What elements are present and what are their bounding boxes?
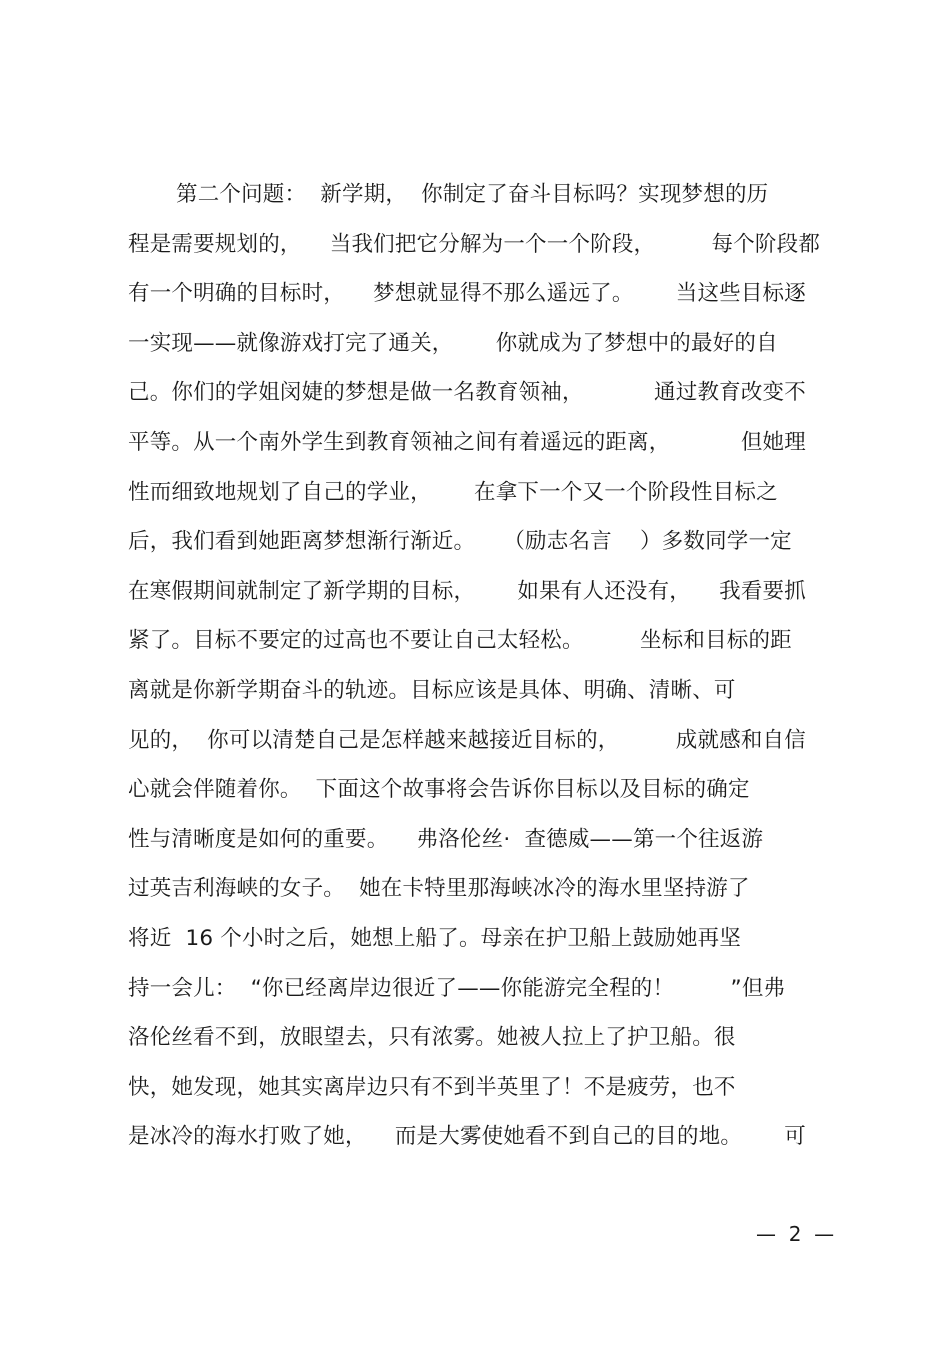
text-line: 第二个问题： 新学期， 你制定了奋斗目标吗？实现梦想的历 [176,182,769,207]
text-line: 见的， 你可以清楚自己是怎样越来越接近目标的， 成就感和自信 [128,727,806,753]
text-line: 性而细致地规划了自己的学业， 在拿下一个又一个阶段性目标之 [128,479,778,505]
text-line: 快，她发现，她其实离岸边只有不到半英里了！不是疲劳，也不 [128,1074,736,1100]
page-number: — 2 — [756,1222,835,1246]
text-line: 在寒假期间就制定了新学期的目标， 如果有人还没有， 我看要抓 [128,578,806,604]
text-line: 性与清晰度是如何的重要。 弗洛伦丝· 查德威——第一个往返游 [128,826,764,852]
text-line: 有一个明确的目标时， 梦想就显得不那么遥远了。 当这些目标逐 [128,281,806,307]
text-line: 过英吉利海峡的女子。 她在卡特里那海峡冰冷的海水里坚持游了 [128,876,750,902]
text-line: 将近 16 个小时之后，她想上船了。母亲在护卫船上鼓励她再坚 [128,925,742,951]
text-line: 平等。从一个南外学生到教育领袖之间有着遥远的距离， 但她理 [128,429,806,455]
text-line: 己。你们的学姐闵婕的梦想是做一名教育领袖， 通过教育改变不 [128,380,806,406]
text-line: 离就是你新学期奋斗的轨迹。目标应该是具体、明确、清晰、可 [128,677,736,703]
text-line: 洛伦丝看不到，放眼望去，只有浓雾。她被人拉上了护卫船。很 [128,1025,736,1051]
text-line: 程是需要规划的， 当我们把它分解为一个一个阶段， 每个阶段都 [128,231,821,257]
text-line: 是冰冷的海水打败了她， 而是大雾使她看不到自己的目的地。 可 [128,1124,806,1150]
text-line: 一实现——就像游戏打完了通关， 你就成为了梦想中的最好的自 [128,330,778,356]
body-text [128,170,838,1162]
text-line: 后，我们看到她距离梦想渐行渐近。 （励志名言 ）多数同学一定 [128,529,792,555]
text-line: 持一会儿： “你已经离岸边很近了——你能游完全程的！ ”但弗 [128,975,786,1001]
text-line: 心就会伴随着你。 下面这个故事将会告诉你目标以及目标的确定 [128,777,750,803]
text-line: 紧了。目标不要定的过高也不要让自己太轻松。 坐标和目标的距 [128,628,792,654]
